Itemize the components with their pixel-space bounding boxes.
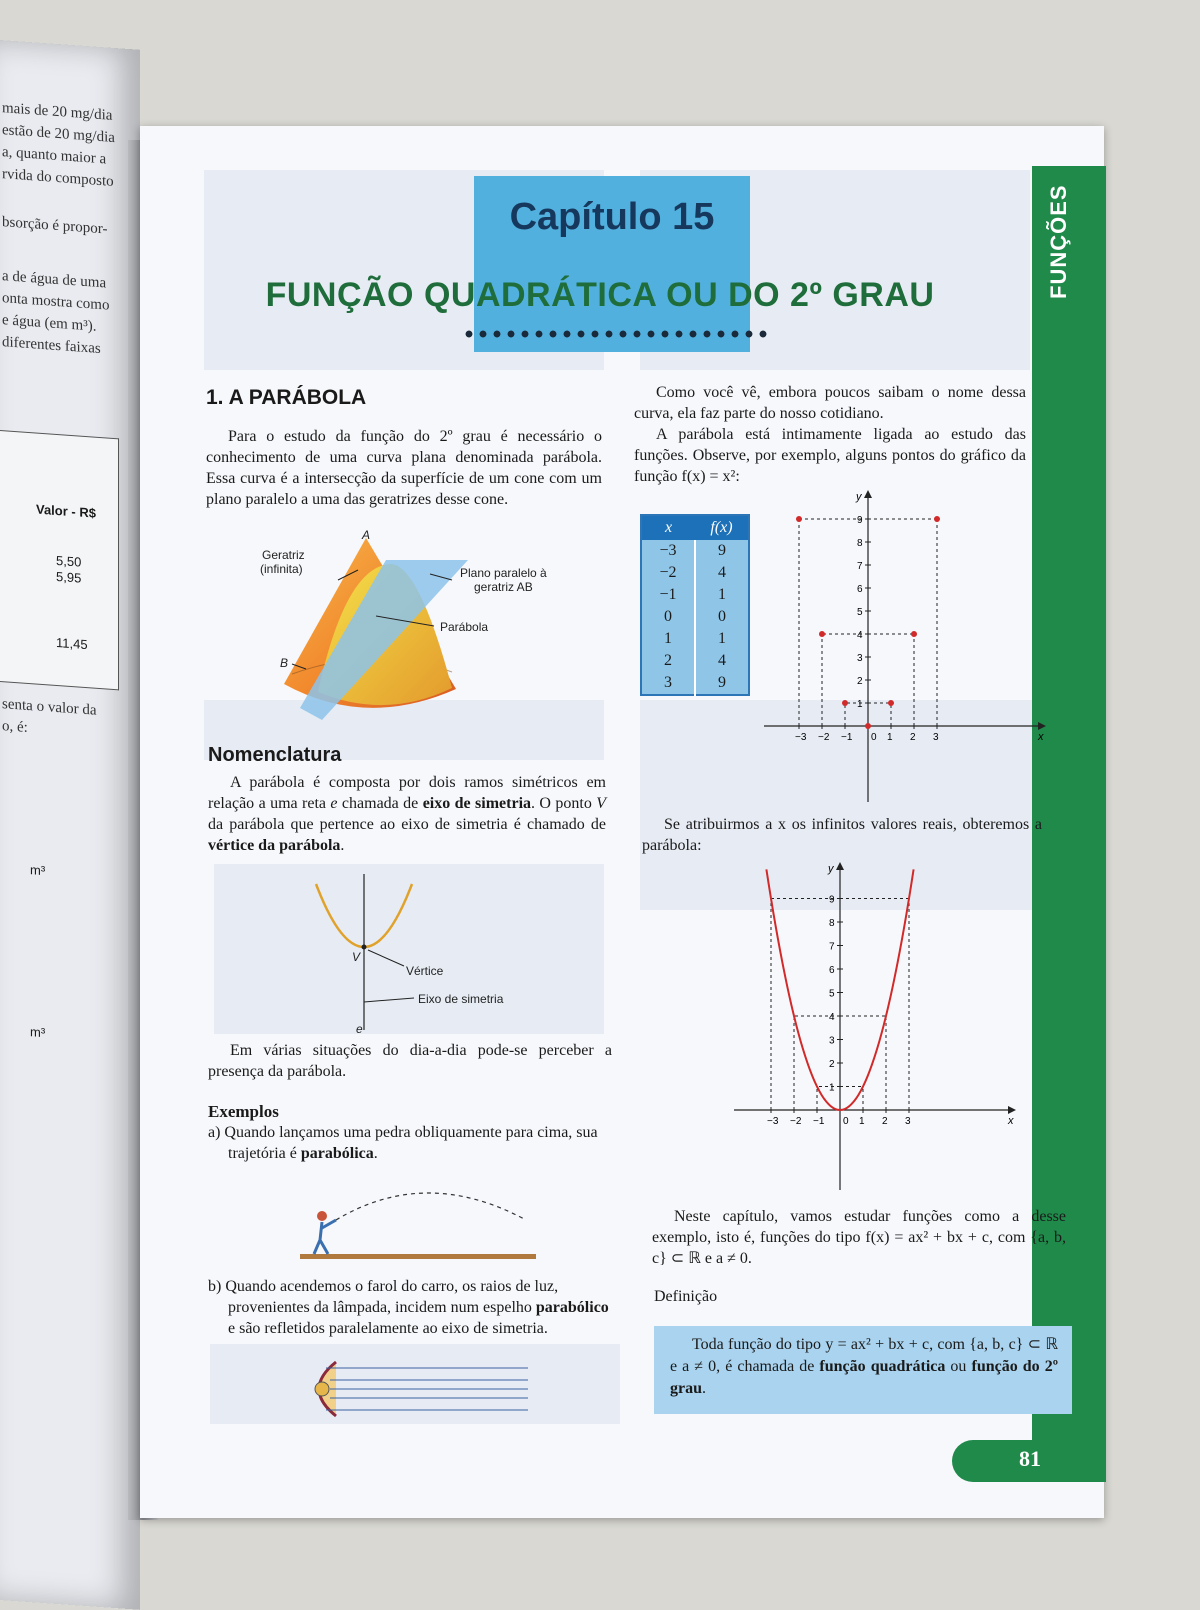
y-tick-label: 9 — [829, 894, 835, 906]
data-point — [934, 516, 940, 522]
intro-paragraph — [206, 426, 602, 510]
definition-heading — [654, 1286, 854, 1307]
person-body — [314, 1220, 336, 1254]
data-point — [842, 700, 848, 706]
y-tick-label: 1 — [829, 1082, 835, 1094]
y-tick-label: 3 — [857, 653, 863, 664]
person-head — [317, 1211, 327, 1221]
table-row — [641, 606, 749, 628]
axis-letter-label: e — [356, 1022, 363, 1036]
prev-table — [0, 430, 119, 690]
text: da parábola que pertence ao eixo de simetria é chamado de — [208, 816, 606, 833]
x-tick-label: −3 — [767, 1116, 779, 1127]
text: chamada de — [337, 795, 423, 812]
data-point — [888, 700, 894, 706]
bold-term: parabólica — [300, 1145, 374, 1162]
table-row — [641, 562, 749, 584]
table-cell: 4 — [718, 652, 726, 669]
text: A parábola é composta por dois ramos simétricos em relação a uma reta — [208, 774, 606, 812]
table-cell: 9 — [718, 542, 726, 559]
x-axis-arrow — [1038, 722, 1046, 730]
y-axis-arrow — [836, 862, 844, 870]
values-table — [640, 514, 750, 696]
bold-term: função do 2º grau — [670, 1358, 1058, 1397]
x-axis-arrow — [1008, 1106, 1016, 1114]
y-tick-label: 3 — [829, 1035, 835, 1047]
prev-line: a de água de uma — [2, 268, 107, 292]
y-axis-label: y — [828, 863, 834, 875]
text: a) Quando lançamos uma pedra obliquamente para cima, sua trajetória é — [208, 1124, 598, 1162]
x-tick-label: 2 — [882, 1116, 888, 1127]
text: . — [373, 1145, 378, 1162]
table-header-fx: f(x) — [695, 515, 749, 540]
text: . O ponto — [531, 795, 597, 812]
table-cell: −2 — [641, 562, 695, 584]
text: A parábola está intimamente ligada ao estudo das funções. Observe, por exemplo, alguns pontos do gráfico da função f(x) = x²: — [634, 426, 1026, 485]
table-cell: 1 — [718, 630, 726, 647]
parabola-graph — [730, 858, 1020, 1194]
text: Se atribuirmos a x os infinitos valores reais, obteremos a parábola: — [642, 816, 1042, 854]
table-header-x: x — [641, 515, 695, 540]
lamp — [315, 1382, 329, 1396]
section-heading: 1. A PARÁBOLA — [206, 386, 367, 409]
data-point — [865, 723, 871, 729]
y-tick-label: 2 — [857, 676, 863, 687]
text: Neste capítulo, vamos estudar funções como a desse exemplo, isto é, funções do tipo f(x) = ax² + bx + c, com {a, b, c} ⊂ ℝ e a ≠ 0. — [652, 1208, 1066, 1267]
example-a — [208, 1122, 612, 1164]
bold-term: vértice da parábola — [208, 837, 341, 854]
prev-table-value: 5,50 — [56, 552, 82, 570]
text: Toda função do tipo y = ax² + bx + c, com {a, b, c} ⊂ ℝ e a ≠ 0, é chamada de — [670, 1336, 1058, 1375]
vertex-figure — [300, 870, 540, 1040]
x-tick-label: −1 — [813, 1116, 825, 1127]
y-tick-label: 8 — [829, 918, 835, 929]
ground — [300, 1254, 536, 1259]
y-tick-label: 1 — [857, 699, 863, 710]
situations-text: Em várias situações do dia-a-dia pode-se perceber a presença da parábola. — [208, 1042, 612, 1080]
x-tick-label: −2 — [790, 1116, 802, 1127]
y-tick-label: 8 — [857, 538, 863, 549]
table-row — [641, 584, 749, 606]
page-number: 81 — [1019, 1446, 1041, 1471]
prev-unit: m³ — [30, 862, 46, 879]
prev-line: mais de 20 mg/dia — [2, 100, 113, 124]
prev-table-value: 11,45 — [56, 634, 88, 653]
dotted-rule — [462, 328, 772, 340]
y-tick-label: 9 — [857, 515, 863, 526]
text: e são refletidos paralelamente ao eixo de simetria. — [228, 1320, 548, 1337]
text: . — [340, 837, 345, 854]
x-axis-label: x — [1038, 731, 1044, 743]
text: Definição — [654, 1288, 718, 1305]
cone-label-plano-ab: geratriz AB — [474, 580, 533, 594]
cone-label-b: B — [280, 656, 289, 670]
table-cell: 3 — [641, 672, 695, 695]
table-row — [641, 540, 749, 562]
section-label: FUNÇÕES — [1046, 184, 1071, 300]
nomenclatura-heading: Nomenclatura — [208, 744, 342, 766]
table-row — [641, 650, 749, 672]
section-side-band — [1032, 166, 1106, 1476]
data-point — [911, 631, 917, 637]
axis-letter: e — [330, 795, 338, 812]
right-paragraph-4 — [652, 1206, 1066, 1269]
x-tick-label: −2 — [818, 732, 830, 743]
bold-term: eixo de simetria — [422, 795, 532, 812]
y-tick-label: 4 — [829, 1012, 835, 1023]
text: Como você vê, embora poucos saibam o nome dessa curva, ela faz parte do nosso cotidiano. — [634, 384, 1026, 422]
table-cell: −3 — [641, 540, 695, 562]
trajectory — [336, 1193, 526, 1220]
nomenclatura-paragraph — [208, 772, 606, 856]
prev-line: diferentes faixas — [2, 334, 101, 358]
data-point — [819, 631, 825, 637]
cone-figure — [256, 524, 596, 724]
definition-text — [670, 1334, 1058, 1400]
y-tick-label: 4 — [857, 630, 863, 641]
prev-table-value: 5,95 — [56, 568, 82, 586]
table-cell: 4 — [718, 564, 726, 581]
prev-line: estão de 20 mg/dia — [2, 122, 115, 147]
cone-label-a: A — [362, 528, 371, 542]
table-cell: −1 — [641, 584, 695, 606]
text: . — [702, 1380, 706, 1397]
x-tick-label: 3 — [933, 732, 939, 743]
text: b) Quando acendemos o farol do carro, os raios de luz, provenientes da lâmpada, incidem num espelho — [208, 1278, 559, 1316]
prev-table-header: Valor - R$ — [36, 501, 96, 521]
intro-text: Para o estudo da função do 2º grau é necessário o conhecimento de uma curva plana denominada parábola. Essa curva é a intersecção da superfície de um cone com um plano paralelo a uma das geratrizes desse cone. — [206, 428, 602, 508]
text: ou — [945, 1358, 972, 1375]
data-point — [796, 516, 802, 522]
y-tick-label: 5 — [829, 988, 835, 1000]
bold-term: parabólico — [535, 1299, 609, 1316]
prev-line: rvida do composto — [2, 166, 114, 190]
prev-line: a, quanto maior a — [2, 144, 107, 168]
previous-page — [0, 40, 140, 1610]
x-tick-label: −3 — [795, 732, 807, 743]
table-cell: 0 — [718, 608, 726, 625]
x-tick-label: 1 — [859, 1116, 865, 1127]
y-tick-label: 2 — [829, 1059, 835, 1070]
x-tick-label: 0 — [871, 732, 877, 743]
bold-term: função quadrática — [819, 1358, 946, 1375]
prev-line: e água (em m³). — [2, 312, 97, 335]
y-axis-label: y — [856, 491, 862, 503]
table-cell: 1 — [718, 586, 726, 603]
cone-label-plano: Plano paralelo à — [460, 566, 547, 580]
vertex-point — [362, 945, 367, 950]
prev-line: bsorção é propor- — [2, 214, 108, 238]
x-tick-label: −1 — [841, 732, 853, 743]
vertex-label-v: V — [352, 950, 361, 964]
prev-line: senta o valor da — [2, 696, 97, 719]
cone-label-geratriz-infinita: (infinita) — [260, 562, 303, 576]
table-cell: 9 — [718, 674, 726, 691]
prev-line: o, é: — [2, 718, 28, 736]
axis-label: Eixo de simetria — [418, 992, 504, 1006]
y-tick-label: 6 — [829, 965, 835, 976]
table-cell: 0 — [641, 606, 695, 628]
y-tick-label: 6 — [857, 584, 863, 595]
x-tick-label: 3 — [905, 1116, 911, 1127]
prev-unit: m³ — [30, 1024, 46, 1041]
exemplos-heading: Exemplos — [208, 1102, 279, 1121]
table-row — [641, 672, 749, 695]
cone-label-parabola: Parábola — [440, 620, 489, 634]
stone-throw-figure — [296, 1176, 536, 1266]
table-row — [641, 628, 749, 650]
table-cell: 1 — [641, 628, 695, 650]
right-paragraph-1 — [634, 382, 1026, 487]
points-graph — [760, 486, 1050, 806]
x-tick-label: 0 — [843, 1116, 849, 1127]
chapter-title: FUNÇÃO QUADRÁTICA OU DO 2º GRAU — [265, 276, 935, 314]
example-b — [208, 1276, 618, 1339]
situations-paragraph — [208, 1040, 612, 1082]
right-paragraph-3 — [642, 814, 1042, 856]
headlight-figure — [296, 1356, 536, 1422]
table-cell: 2 — [641, 650, 695, 672]
y-tick-label: 7 — [857, 561, 863, 572]
x-tick-label: 1 — [887, 732, 893, 743]
cone-label-geratriz: Geratriz — [262, 548, 305, 562]
vertex-letter: V — [596, 795, 607, 812]
vertex-label: Vértice — [406, 964, 444, 978]
y-tick-label: 5 — [857, 607, 863, 618]
y-axis-arrow — [864, 490, 872, 498]
chapter-number: Capítulo 15 — [509, 196, 715, 238]
y-tick-label: 7 — [829, 941, 835, 953]
x-tick-label: 2 — [910, 732, 916, 743]
x-axis-label: x — [1008, 1115, 1014, 1127]
prev-line: onta mostra como — [2, 290, 110, 314]
